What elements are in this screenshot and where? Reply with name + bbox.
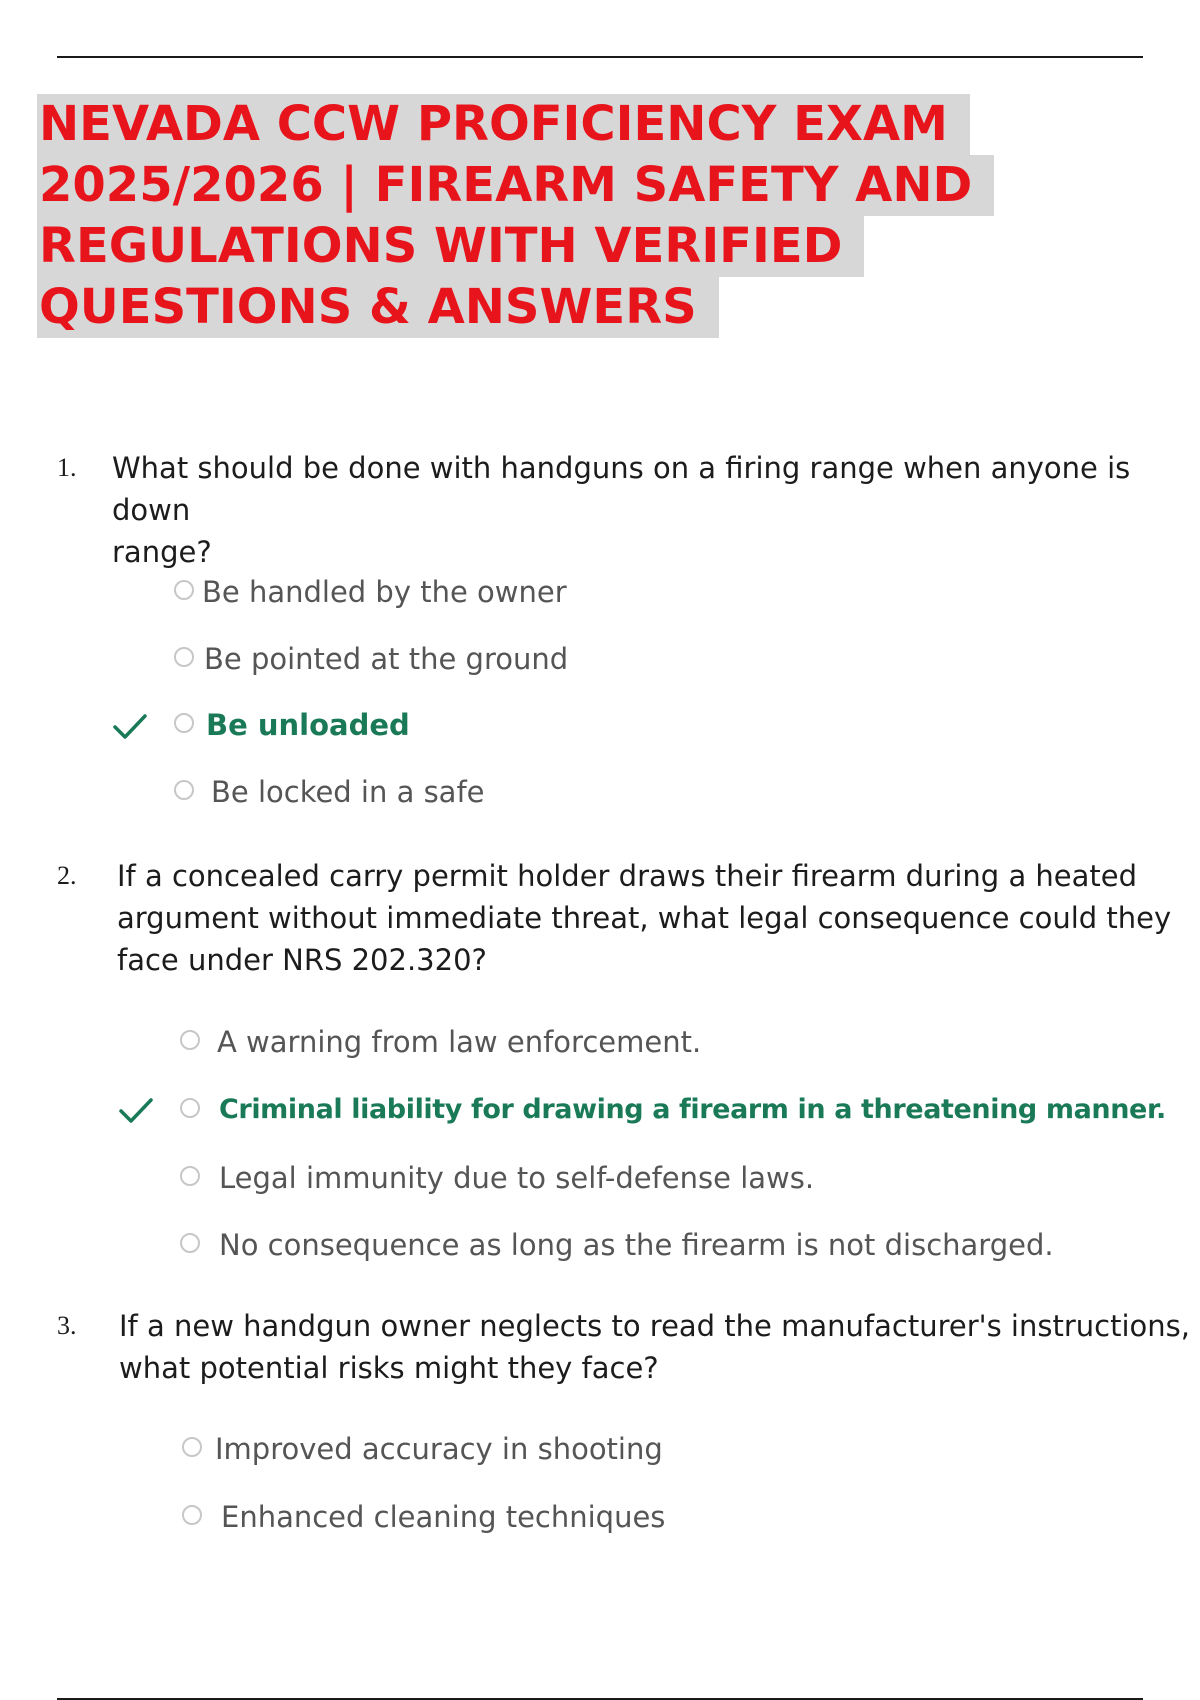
question-text-line: If a concealed carry permit holder draws their firearm during a heated xyxy=(117,859,1138,893)
radio-button-icon[interactable] xyxy=(180,1030,200,1050)
radio-button-icon[interactable] xyxy=(174,647,194,667)
checkmark-icon xyxy=(118,1096,154,1126)
question-text xyxy=(112,447,1200,573)
option-label: Be handled by the owner xyxy=(202,575,567,609)
title-line: 2025/2026 | FIREARM SAFETY AND xyxy=(37,155,994,216)
title-line: QUESTIONS & ANSWERS xyxy=(37,277,719,338)
question-number: 2. xyxy=(57,861,77,890)
question-number: 3. xyxy=(57,1311,77,1340)
question-number: 1. xyxy=(57,453,77,482)
option-label: No consequence as long as the firearm is not discharged. xyxy=(219,1228,1054,1262)
radio-button-icon[interactable] xyxy=(180,1166,200,1186)
question-text xyxy=(119,1305,1199,1389)
radio-button-icon[interactable] xyxy=(174,713,194,733)
question-text-line: what potential risks might they face? xyxy=(119,1351,659,1385)
radio-button-icon[interactable] xyxy=(182,1505,202,1525)
radio-button-icon[interactable] xyxy=(174,780,194,800)
document-title xyxy=(37,94,994,338)
question-text xyxy=(117,855,1197,981)
question-text-line: What should be done with handguns on a firing range when anyone is down xyxy=(112,451,1131,527)
question-text-line: face under NRS 202.320? xyxy=(117,943,487,977)
title-line: REGULATIONS WITH VERIFIED xyxy=(37,216,864,277)
option-label: Enhanced cleaning techniques xyxy=(221,1500,666,1534)
option-label: Improved accuracy in shooting xyxy=(215,1432,663,1466)
checkmark-icon xyxy=(112,712,148,742)
option-label: Criminal liability for drawing a firearm in a threatening manner. xyxy=(219,1094,1166,1125)
radio-button-icon[interactable] xyxy=(182,1437,202,1457)
title-line: NEVADA CCW PROFICIENCY EXAM xyxy=(37,94,970,155)
option-label: Be locked in a safe xyxy=(211,775,485,809)
radio-button-icon[interactable] xyxy=(180,1233,200,1253)
option-label: Legal immunity due to self-defense laws. xyxy=(219,1161,815,1195)
radio-button-icon[interactable] xyxy=(180,1098,200,1118)
radio-button-icon[interactable] xyxy=(174,580,194,600)
top-divider xyxy=(57,56,1143,58)
option-label: A warning from law enforcement. xyxy=(217,1025,702,1059)
question-text-line: If a new handgun owner neglects to read the manufacturer's instructions, xyxy=(119,1309,1190,1343)
option-label: Be pointed at the ground xyxy=(204,642,569,676)
question-text-line: argument without immediate threat, what legal consequence could they xyxy=(117,901,1172,935)
option-label: Be unloaded xyxy=(206,708,410,742)
question-text-line: range? xyxy=(112,535,212,569)
